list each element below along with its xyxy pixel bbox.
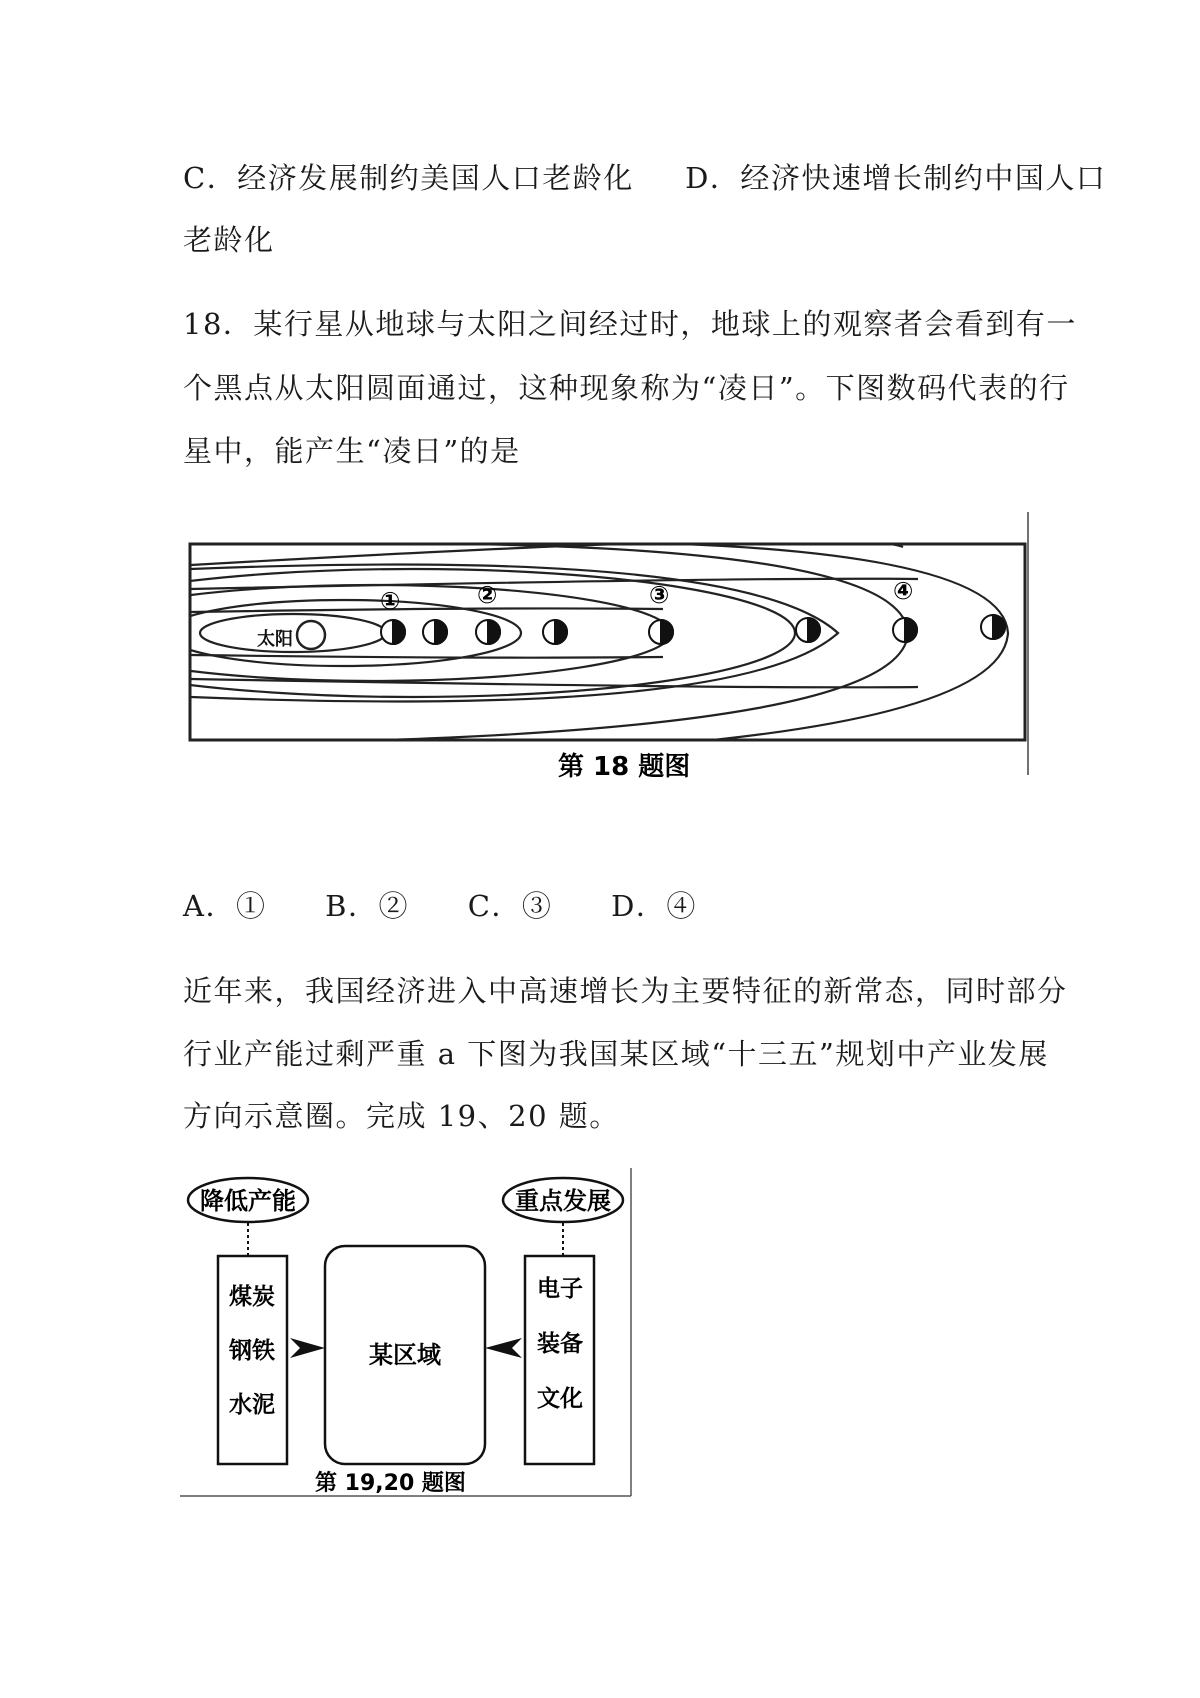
q18-stem-line-3: 星中，能产生“凌日”的是 — [183, 434, 521, 468]
figure-18-orbits — [183, 507, 1033, 780]
figure-19-20-caption: 第 19,20 题图 — [315, 1471, 466, 1496]
left-arrow-icon — [290, 1338, 325, 1358]
sun-icon — [297, 621, 325, 649]
left-item-2: 钢铁 — [229, 1338, 275, 1364]
passage-line-3: 方向示意圈。完成 19、20 题。 — [183, 1099, 620, 1133]
left-item-1: 煤炭 — [229, 1284, 275, 1310]
q18-option-a: A．① — [183, 889, 267, 923]
q18-stem-line-1: 18．某行星从地球与太阳之间经过时，地球上的观察者会看到有一 — [183, 307, 1077, 341]
q17-option-c: C．经济发展制约美国人口老龄化 — [183, 161, 634, 195]
sun-label: 太阳 — [257, 629, 293, 650]
marker-2: ② — [477, 581, 498, 609]
planet-icons — [381, 615, 1005, 644]
q18-options — [183, 888, 1023, 924]
right-item-2: 装备 — [537, 1331, 583, 1357]
marker-1: ① — [380, 587, 401, 615]
q18-stem-line-2: 个黑点从太阳圆面通过，这种现象称为“凌日”。下图数码代表的行 — [183, 371, 1070, 405]
q18-option-c: C．③ — [467, 889, 553, 923]
figure-18-caption: 第 18 题图 — [558, 752, 691, 780]
right-item-3: 文化 — [537, 1386, 583, 1412]
center-label: 某区域 — [369, 1341, 441, 1369]
right-arrow-icon — [485, 1338, 522, 1358]
q17-options-row — [183, 160, 1107, 196]
passage-line-2: 行业产能过剩严重 a 下图为我国某区域“十三五”规划中产业发展 — [183, 1037, 1049, 1071]
left-item-3: 水泥 — [229, 1392, 275, 1418]
q17-option-d: D．经济快速增长制约中国人口 — [685, 161, 1107, 195]
q18-option-b: B．② — [325, 889, 409, 923]
marker-4: ④ — [893, 577, 914, 605]
marker-3: ③ — [649, 581, 670, 609]
right-item-1: 电子 — [537, 1276, 583, 1302]
left-oval-label: 降低产能 — [200, 1187, 296, 1215]
passage-line-1: 近年来，我国经济进入中高速增长为主要特征的新常态，同时部分 — [183, 974, 1068, 1008]
figure-19-20-diagram — [180, 1168, 632, 1498]
q17-option-d-continued: 老龄化 — [183, 223, 275, 257]
right-oval-label: 重点发展 — [515, 1187, 611, 1215]
q18-option-d: D．④ — [611, 889, 697, 923]
